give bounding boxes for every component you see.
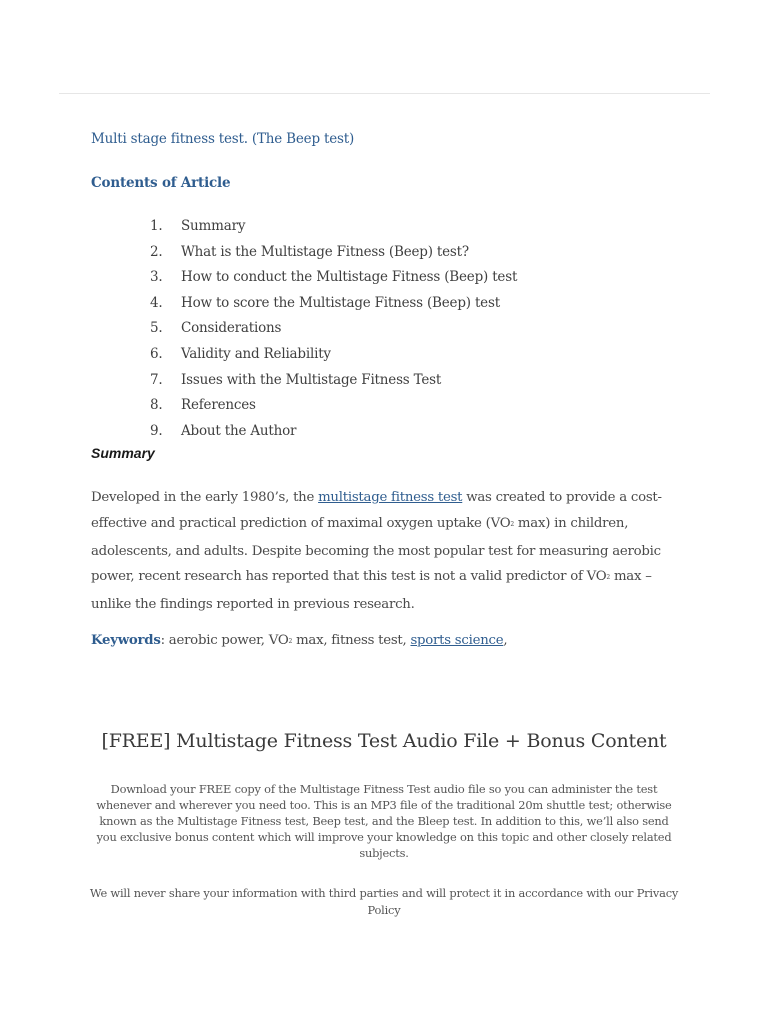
- toc-label[interactable]: What is the Multistage Fitness (Beep) test?: [181, 243, 469, 260]
- keywords-text: max, fitness test,: [292, 633, 411, 648]
- keywords-label: Keywords: [91, 633, 161, 648]
- keywords-colon: :: [160, 633, 169, 648]
- contents-heading: Contents of Article: [91, 175, 231, 191]
- summary-text: max) in children, adolescents, and adults. Despite becoming the most popular test for measuring aerobic power, recent research has reported that this test is not a valid predictor of VO: [91, 515, 661, 585]
- toc-number: 1.: [150, 218, 163, 234]
- toc-item[interactable]: [150, 346, 517, 372]
- promo-body: Download your FREE copy of the Multistage Fitness Test audio file so you can administer the test whenever and wherever you need too. This is an MP3 file of the traditional 20m shuttle test; otherwise known as the Multistage Fitness test, Beep test, and the Bleep test. In addition to this, we’ll also send you exclusive bonus content which will improve your knowledge on this topic and other closely related subjects.: [96, 782, 672, 860]
- toc-item[interactable]: [150, 295, 517, 321]
- toc-item[interactable]: [150, 320, 517, 346]
- toc-label[interactable]: Validity and Reliability: [181, 345, 331, 362]
- toc-item[interactable]: [150, 372, 517, 398]
- keywords-line: [91, 633, 507, 648]
- toc-number: 8.: [150, 397, 163, 414]
- toc-item[interactable]: [150, 397, 517, 423]
- toc-item[interactable]: [150, 244, 517, 270]
- article-title: Multi stage fitness test. (The Beep test): [91, 131, 355, 147]
- toc-label[interactable]: Issues with the Multistage Fitness Test: [181, 371, 442, 388]
- toc-number: 7.: [150, 371, 163, 388]
- sports-science-link[interactable]: sports science: [410, 633, 504, 648]
- multistage-fitness-test-link[interactable]: multistage fitness test: [318, 490, 463, 505]
- subscript-2: 2: [510, 520, 514, 528]
- summary-heading: Summary: [91, 445, 155, 461]
- toc-number: 3.: [150, 269, 163, 286]
- summary-text: was created to provide a cost-effective and practical prediction of maximal oxygen uptake (VO: [91, 490, 662, 531]
- toc-label[interactable]: How to conduct the Multistage Fitness (Beep) test: [181, 269, 518, 286]
- toc-item[interactable]: [150, 218, 517, 244]
- keywords-text: aerobic power, VO: [168, 633, 289, 648]
- toc-number: 6.: [150, 345, 163, 362]
- summary-paragraph: [91, 485, 691, 618]
- toc-number: 9.: [150, 422, 163, 439]
- subscript-2: 2: [606, 574, 610, 582]
- toc-number: 4.: [150, 294, 163, 311]
- toc-label[interactable]: References: [181, 397, 256, 414]
- toc-label[interactable]: Summary: [181, 218, 246, 234]
- toc-item[interactable]: [150, 269, 517, 295]
- subscript-2: 2: [288, 638, 293, 645]
- toc-label[interactable]: Considerations: [181, 320, 282, 337]
- summary-text: Developed in the early 1980’s, the: [91, 490, 319, 505]
- toc-label[interactable]: How to score the Multistage Fitness (Beep) test: [181, 294, 500, 311]
- toc-number: 5.: [150, 320, 163, 337]
- toc-item[interactable]: [150, 423, 517, 449]
- top-divider: [59, 93, 710, 94]
- keywords-trail: ,: [503, 633, 508, 648]
- toc-number: 2.: [150, 243, 163, 260]
- privacy-notice: We will never share your information with third parties and will protect it in accordance with our Privacy Policy: [89, 886, 679, 917]
- promo-title: [FREE] Multistage Fitness Test Audio File + Bonus Content: [101, 730, 667, 752]
- table-of-contents: [150, 218, 517, 448]
- toc-label[interactable]: About the Author: [181, 422, 297, 439]
- summary-text: max – unlike the findings reported in previous research.: [91, 569, 652, 613]
